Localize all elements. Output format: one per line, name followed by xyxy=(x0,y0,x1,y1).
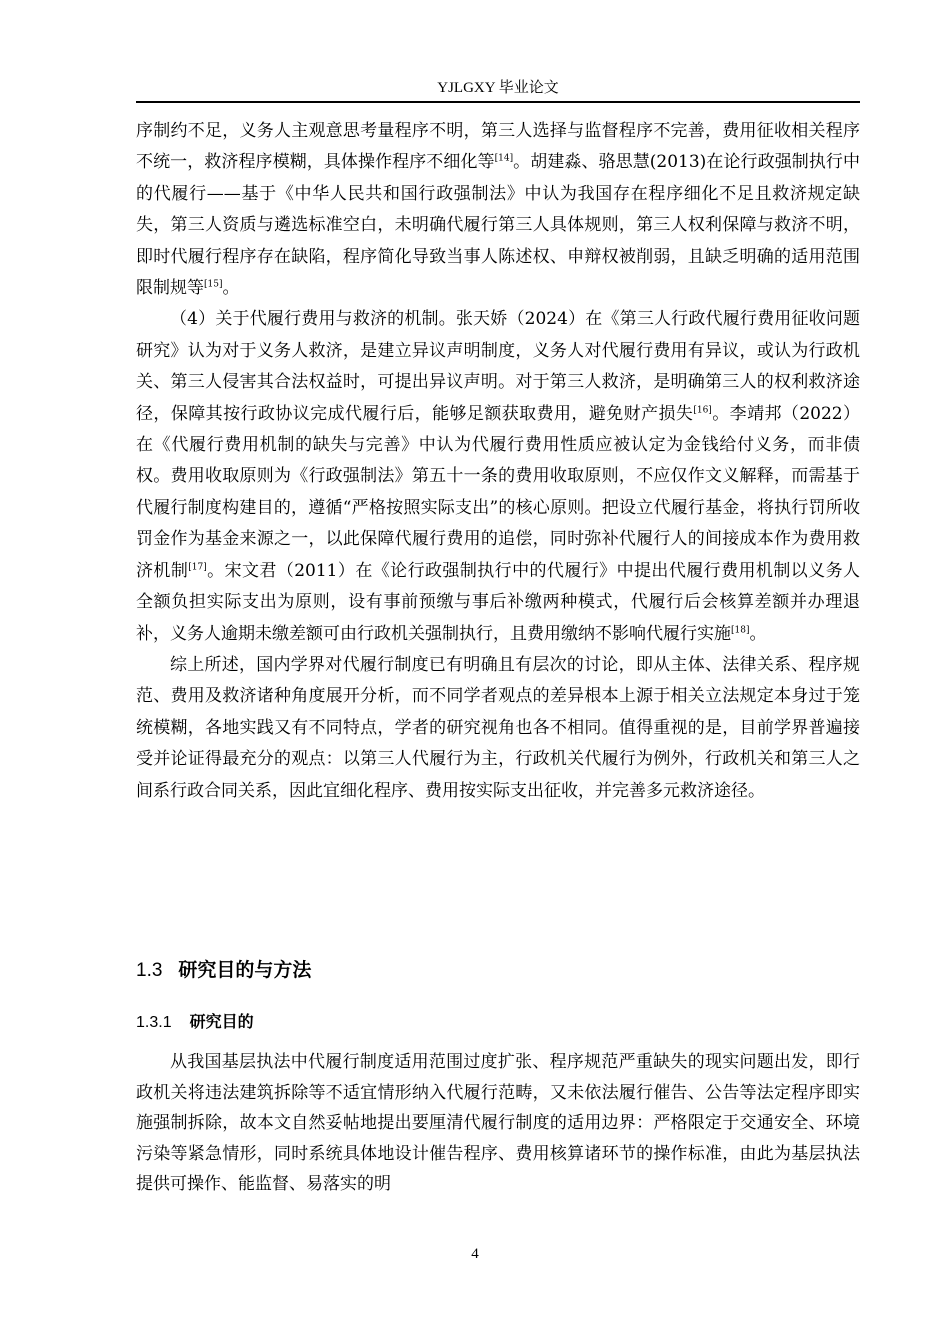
body-text-purpose xyxy=(136,1047,860,1200)
citation: [16] xyxy=(693,405,712,415)
page-number: 4 xyxy=(471,1246,479,1262)
body-text xyxy=(136,116,860,807)
section-title: 研究目的与方法 xyxy=(178,959,312,981)
section-heading xyxy=(136,957,311,984)
paragraph-text: 综上所述，国内学界对代履行制度已有明确且有层次的讨论，即从主体、法律关系、程序规范、费用及救济诸种角度展开分析，而不同学者观点的差异根本上源于相关立法规定本身过于笼统模糊，各地实践又有不同特点，学者的研究视角也各不相同。值得重视的是，目前学界普遍接受并论证得最充分的观点：以第三人代履行为主，行政机关代履行为例外，行政机关和第三人之间系行政合同关系，因此宜细化程序、费用按实际支出征收，并完善多元救济途径。 xyxy=(136,654,860,801)
paragraph-text: 。 xyxy=(222,278,240,299)
citation: [14] xyxy=(494,153,514,164)
paragraph-continued xyxy=(136,116,860,304)
section-number: 1.3 xyxy=(136,960,163,981)
paragraph-purpose: 从我国基层执法中代履行制度适用范围过度扩张、程序规范严重缺失的现实问题出发，即行政机关将违法建筑拆除等不适宜情形纳入代履行范畴，又未依法履行催告、公告等法定程序即实施强制拆除，故本文自然妥帖地提出要厘清代履行制度的适用边界：严格限定于交通安全、环境污染等紧急情形，同时系统具体地设计催告程序、费用核算诸环节的操作标准，由此为基层执法提供可操作、能监督、易落实的明 xyxy=(136,1052,860,1195)
paragraph-text: 。 xyxy=(749,623,767,644)
header-rule xyxy=(136,101,860,103)
citation: [18] xyxy=(731,624,750,635)
paragraph-text: （4）关于代履行费用与救济的机制。张天娇（2024）在《第三人行政代履行费用征收问题研究》认为对于义务人救济，是建立异议声明制度，义务人对代履行费用有异议，或认为行政机关、第三人侵害其合法权益时，可提出异议声明。对于第三人救济，是明确第三人的权利救济途径，保障其按行政协议完成代履行后，能够足额获取费用，避免财产损失 xyxy=(136,309,860,424)
subsection-title: 研究目的 xyxy=(189,1012,254,1031)
page-header: YJLGXY 毕业论文 xyxy=(437,80,559,96)
citation: [17] xyxy=(188,562,207,573)
paragraph-text: 。李靖邦（2022）在《代履行费用机制的缺失与完善》中认为代履行费用性质应被认定为金钱给付义务，而非债权。费用收取原则为《行政强制法》第五十一条的费用收取原则，不应仅作文义解释，而需基于代履行制度构建目的，遵循“严格按照实际支出”的核心原则。把设立代履行基金，将执行罚所收罚金作为基金来源之一，以此保障代履行费用的追偿，同时弥补代履行人的间接成本作为费用救济机制 xyxy=(136,403,861,581)
paragraph-summary xyxy=(136,650,860,807)
citation: [15] xyxy=(204,279,223,290)
paragraph-fees-remedy xyxy=(136,304,860,649)
paragraph-text: 。宋文君（2011）在《论行政强制执行中的代履行》中提出代履行费用机制以义务人全额负担实际支出为原则，设有事前预缴与事后补缴两种模式，代履行后会核算差额并办理退补，义务人逾期未缴差额可由行政机关强制执行，且费用缴纳不影响代履行实施 xyxy=(136,560,860,644)
subsection-heading xyxy=(136,1011,254,1034)
subsection-number: 1.3.1 xyxy=(136,1014,172,1031)
paragraph-text: 序制约不足，义务人主观意思考量程序不明，第三人选择与监督程序不完善，费用征收相关程序不统一，救济程序模糊，具体操作程序不细化等 xyxy=(136,121,860,173)
paragraph-text: 。胡建淼、骆思慧(2013)在论行政强制执行中的代履行——基于《中华人民共和国行政强制法》中认为我国存在程序细化不足且救济规定缺失，第三人资质与遴选标准空白，未明确代履行第三人具体规则，第三人权利保障与救济不明，即时代履行程序存在缺陷，程序简化导致当事人陈述权、申辩权被削弱，且缺乏明确的适用范围限制规等 xyxy=(136,152,860,299)
